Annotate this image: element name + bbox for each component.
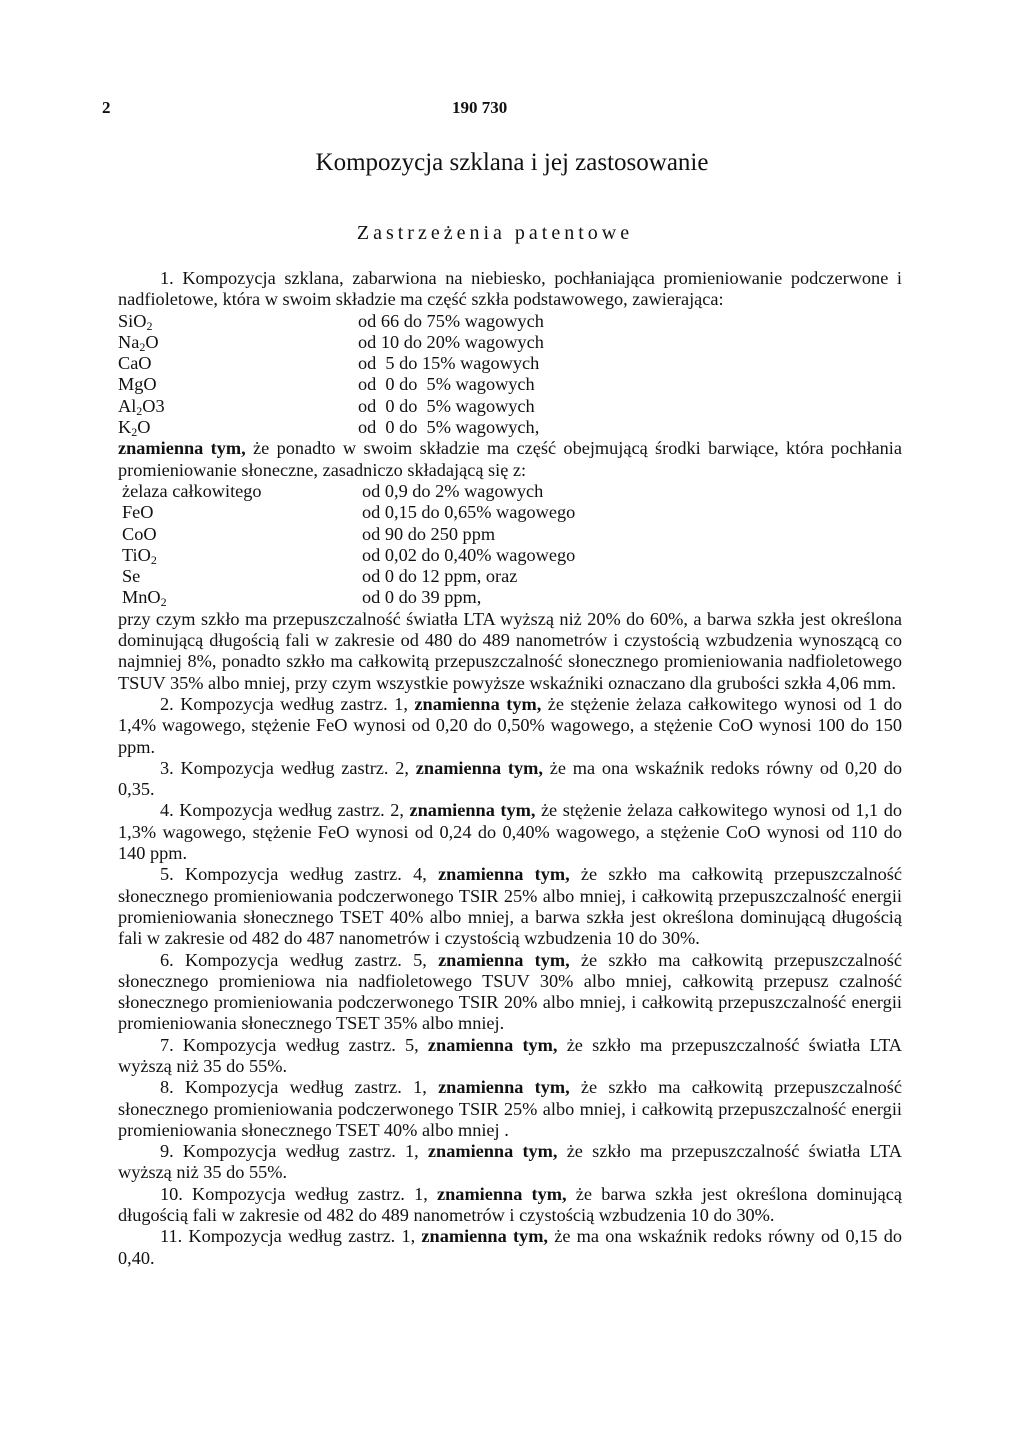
colorant-label: TiO$_2$ — [122, 544, 157, 567]
component-range: od 10 do 20% wagowych — [358, 331, 544, 352]
colorant-range: od 0,9 do 2% wagowych — [362, 480, 544, 501]
colorant-row — [122, 502, 902, 523]
claim-8: 8. Kompozycja według zastrz. 1, znamienna tym, że szkło ma całkowitą przepuszczalność słonecznego promieniowania podczerwonego TSIR 25% albo mniej, i całkowitą przepuszczalność energii promieniowania słonecznego TSET 40% albo mniej . — [118, 1077, 902, 1140]
claim-3: 3. Kompozycja według zastrz. 2, znamienna tym, że ma ona wskaźnik redoks równy od 0,20 do 0,35. — [118, 757, 903, 800]
colorant-range: od 0,02 do 0,40% wagowego — [362, 544, 576, 565]
claim-1-closing: przy czym szkło ma przepuszczalność światła LTA wyższą niż 20% do 60%, a barwa szkła jest określona dominującą długością fali w zakresie od 480 do 489 nanometrów i czystością wzbudzenia wynoszącą co najmniej 8%, ponadto szkło ma całkowitą przepuszczalność słonecznego promieniowania nadfioletowego TSUV 35% albo mniej, przy czym wszystkie powyższe wskaźniki oznaczano dla grubości szkła 4,06 mm. — [118, 608, 902, 693]
base-composition-table — [118, 311, 902, 439]
claim-7: 7. Kompozycja według zastrz. 5, znamienna tym, że szkło ma przepuszczalność światła LTA wyższą niż 35 do 55%. — [118, 1034, 902, 1076]
component-label: $K_2O$ — [118, 417, 151, 440]
colorant-label: żelaza całkowitego — [122, 480, 262, 501]
component-range: od 66 do 75% wagowych — [358, 310, 544, 331]
claim-2: 2. Kompozycja według zastrz. 1, znamienna tym, że stężenie żelaza całkowitego wynosi od 1 do 1,4% wagowego, stężenie FeO wynosi od 0,20 do 0,50% wagowego, a stężenie CoO wynosi 100 do 150 ppm. — [118, 693, 902, 757]
base-row — [118, 332, 902, 353]
component-range: od 0 do 5% wagowych — [358, 395, 535, 416]
page-number: 2 — [102, 98, 111, 117]
colorant-row — [122, 566, 902, 587]
component-label: $Na_2O$ — [118, 331, 159, 354]
colorant-range: od 0 do 39 ppm, — [362, 587, 482, 608]
colorant-range: od 0,15 do 0,65% wagowego — [362, 502, 576, 523]
claim-11: 11. Kompozycja według zastrz. 1, znamienna tym, że ma ona wskaźnik redoks równy od 0,15 do 0,40. — [118, 1226, 903, 1268]
colorant-range: od 90 do 250 ppm — [362, 523, 496, 544]
base-row — [118, 353, 902, 374]
patent-number: 190 730 — [452, 98, 508, 117]
claim-1-intro: 1. Kompozycja szklana, zabarwiona na niebiesko, pochłaniająca promieniowanie podczerwone i nadfioletowe, która w swoim składzie ma część szkła podstawowego, zawierająca: — [118, 268, 902, 310]
colorant-row — [122, 524, 902, 545]
component-range: od 5 do 15% wagowych — [358, 353, 540, 374]
base-row — [118, 374, 902, 395]
component-label: MgO — [118, 374, 157, 395]
claims-body — [118, 268, 902, 1269]
base-row — [118, 311, 902, 332]
colorant-table — [118, 481, 902, 609]
claim-5: 5. Kompozycja według zastrz. 4, znamienna tym, że szkło ma całkowitą przepuszczalność słonecznego promieniowania podczerwonego TSIR 25% albo mniej, i całkowitą przepuszczalność energii promieniowania słonecznego TSET 40% albo mniej, a barwa szkła jest określona dominującą długością fali w zakresie od 482 do 487 nanometrów i czystością wzbudzenia 10 do 30%. — [118, 864, 902, 949]
colorant-label: FeO — [122, 502, 154, 523]
claim-4: 4. Kompozycja według zastrz. 2, znamienna tym, że stężenie żelaza całkowitego wynosi od 1,1 do 1,3% wagowego, stężenie FeO wynosi od 0,24 do 0,40% wagowego, a stężenie CoO wynosi od 110 do 140 ppm. — [118, 800, 902, 864]
component-range: od 0 do 5% wagowych — [358, 374, 535, 395]
base-row — [118, 417, 902, 438]
claim-1-characterizing: znamienna tym, że ponadto w swoim składzie ma część obejmującą środki barwiące, która pochłania promieniowanie słoneczne, zasadniczo składającą się z: — [118, 438, 902, 480]
colorant-range: od 0 do 12 ppm, oraz — [362, 566, 518, 587]
colorant-label: CoO — [122, 523, 157, 544]
section-heading: Zastrzeżenia patentowe — [356, 222, 634, 244]
colorant-label: MnO$_2$ — [122, 587, 167, 610]
claim-9: 9. Kompozycja według zastrz. 1, znamienna tym, że szkło ma przepuszczalność światła LTA wyższą niż 35 do 55%. — [118, 1141, 902, 1183]
claim-6: 6. Kompozycja według zastrz. 5, znamienna tym, że szkło ma całkowitą przepuszczalność słonecznego promieniowa nia nadfioletowego TSUV 30% albo mniej, całkowitą przepusz czalność słonecznego promieniowania podczerwonego TSIR 20% albo mniej, i całkowitą przepuszczalność energii promieniowania słonecznego TSET 35% albo mniej. — [118, 949, 902, 1034]
claim-10: 10. Kompozycja według zastrz. 1, znamienna tym, że barwa szkła jest określona dominującą długością fali w zakresie od 482 do 489 nanometrów i czystością wzbudzenia 10 do 30%. — [118, 1183, 902, 1226]
component-range: od 0 do 5% wagowych, — [358, 417, 540, 438]
colorant-row — [122, 481, 902, 502]
colorant-row — [122, 587, 902, 608]
document-title: Kompozycja szklana i jej zastosowanie — [315, 149, 709, 176]
component-label: CaO — [118, 353, 152, 374]
base-row — [118, 396, 902, 417]
component-label: SiO$_2$ — [118, 310, 153, 333]
colorant-row — [122, 545, 902, 566]
component-label: $Al_2O3$ — [118, 395, 165, 418]
colorant-label: Se — [122, 566, 141, 587]
